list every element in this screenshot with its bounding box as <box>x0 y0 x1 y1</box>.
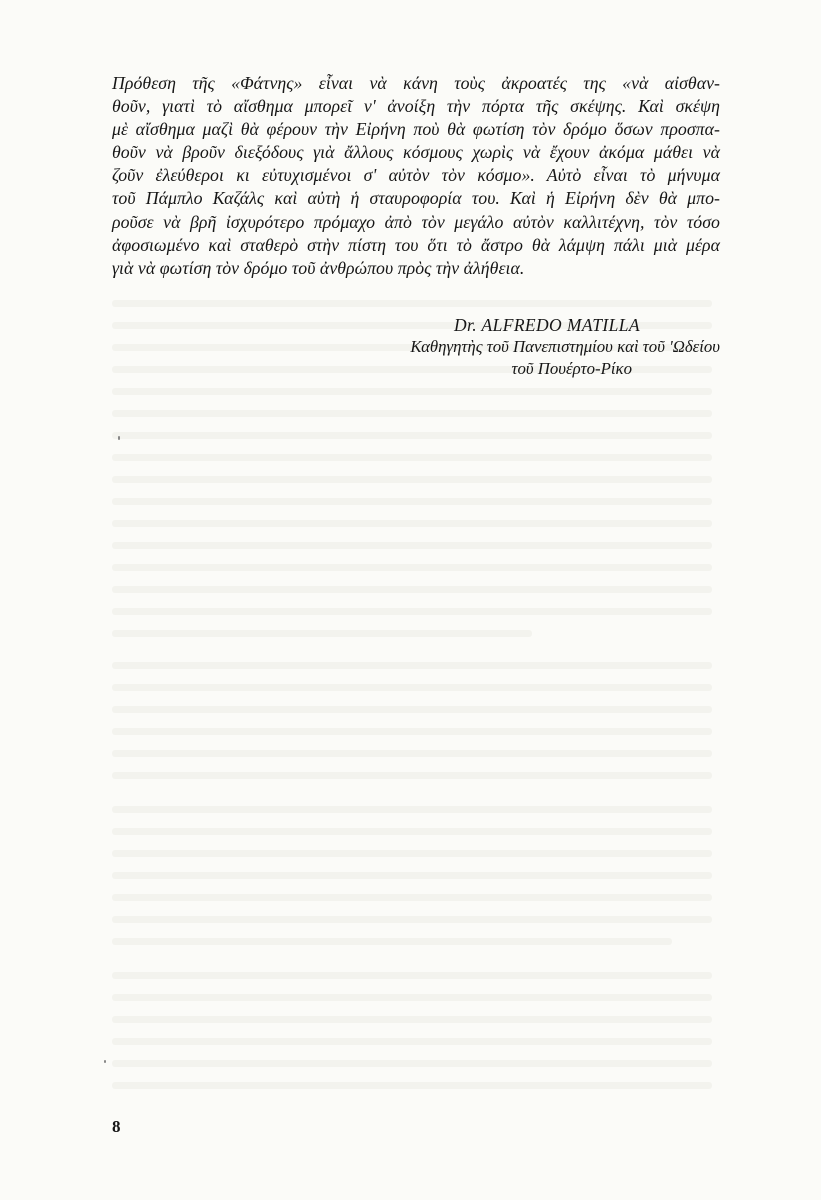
show-through-line <box>112 432 712 439</box>
show-through-line <box>112 894 712 901</box>
show-through-line <box>112 806 712 813</box>
show-through-line <box>112 476 712 483</box>
show-through-line <box>112 630 532 637</box>
signature-title-line: τοῦ Πουέρτο-Ρίκο <box>511 359 632 378</box>
show-through-line <box>112 662 712 669</box>
signature-name: Dr. ALFREDO MATILLA <box>453 315 640 335</box>
show-through-line <box>112 410 712 417</box>
show-through-line <box>112 972 712 979</box>
signature-title-line: Καθηγητὴς τοῦ Πανεπιστημίου καὶ τοῦ 'Ωδείου <box>410 337 720 356</box>
paragraph-line: τοῦ Πάμπλο Καζάλς καὶ αὐτὴ ἡ σταυροφορία του. Καὶ ἡ Εἰρήνη δὲν θὰ μπο- <box>112 188 720 209</box>
show-through-line <box>112 684 712 691</box>
show-through-line <box>112 1016 712 1023</box>
signature-block <box>300 314 720 380</box>
paragraph-line: μὲ αἴσθημα μαζὶ θὰ φέρουν τὴν Εἰρήνη ποὺ θὰ φωτίση τὸν δρόμο ὅσων προσπα- <box>112 119 720 140</box>
paragraph-line: ἀφοσιωμένο καὶ σταθερὸ στὴν πίστη του ὅτι τὸ ἄστρο θὰ λάμψη πάλι μιὰ μέρα <box>112 234 720 255</box>
show-through-line <box>112 916 712 923</box>
show-through-line <box>112 850 712 857</box>
ink-speck <box>118 436 120 440</box>
ink-speck <box>104 1060 106 1063</box>
paragraph-line: θοῦν, γιατὶ τὸ αἴσθημα μπορεῖ ν' ἀνοίξη τὴν πόρτα τῆς σκέψης. Καὶ σκέψη <box>112 96 720 117</box>
show-through-line <box>112 542 712 549</box>
show-through-background <box>112 300 722 1105</box>
show-through-line <box>112 750 712 757</box>
paragraph-line: γιὰ νὰ φωτίση τὸν δρόμο τοῦ ἀνθρώπου πρὸς τὴν ἀλήθεια. <box>112 257 525 278</box>
paragraph-line: Πρόθεση τῆς «Φάτνης» εἶναι νὰ κάνη τοὺς ἀκροατές της «νὰ αἰσθαν- <box>112 73 720 93</box>
show-through-line <box>112 608 712 615</box>
page-number: 8 <box>112 1117 121 1136</box>
body-paragraph <box>112 72 720 280</box>
paragraph-line: ζοῦν ἐλεύθεροι κι εὐτυχισμένοι σ' αὐτὸν τὸν κόσμο». Αὐτὸ εἶναι τὸ μήνυμα <box>112 165 720 186</box>
show-through-line <box>112 388 712 395</box>
show-through-line <box>112 828 712 835</box>
show-through-line <box>112 706 712 713</box>
paragraph-line: θοῦν νὰ βροῦν διεξόδους γιὰ ἄλλους κόσμους χωρὶς νὰ ἔχουν ἀκόμα μάθει νὰ <box>112 142 720 163</box>
show-through-line <box>112 872 712 879</box>
show-through-line <box>112 498 712 505</box>
show-through-line <box>112 300 712 307</box>
show-through-line <box>112 994 712 1001</box>
show-through-line <box>112 1082 712 1089</box>
show-through-line <box>112 454 712 461</box>
show-through-line <box>112 1038 712 1045</box>
paragraph-line: ροῦσε νὰ βρῆ ἰσχυρότερο πρόμαχο ἀπὸ τὸν μεγάλο αὐτὸν καλλιτέχνη, τὸν τόσο <box>112 211 720 232</box>
show-through-line <box>112 520 712 527</box>
show-through-line <box>112 728 712 735</box>
show-through-line <box>112 586 712 593</box>
show-through-line <box>112 1060 712 1067</box>
show-through-line <box>112 772 712 779</box>
show-through-line <box>112 938 672 945</box>
show-through-line <box>112 564 712 571</box>
